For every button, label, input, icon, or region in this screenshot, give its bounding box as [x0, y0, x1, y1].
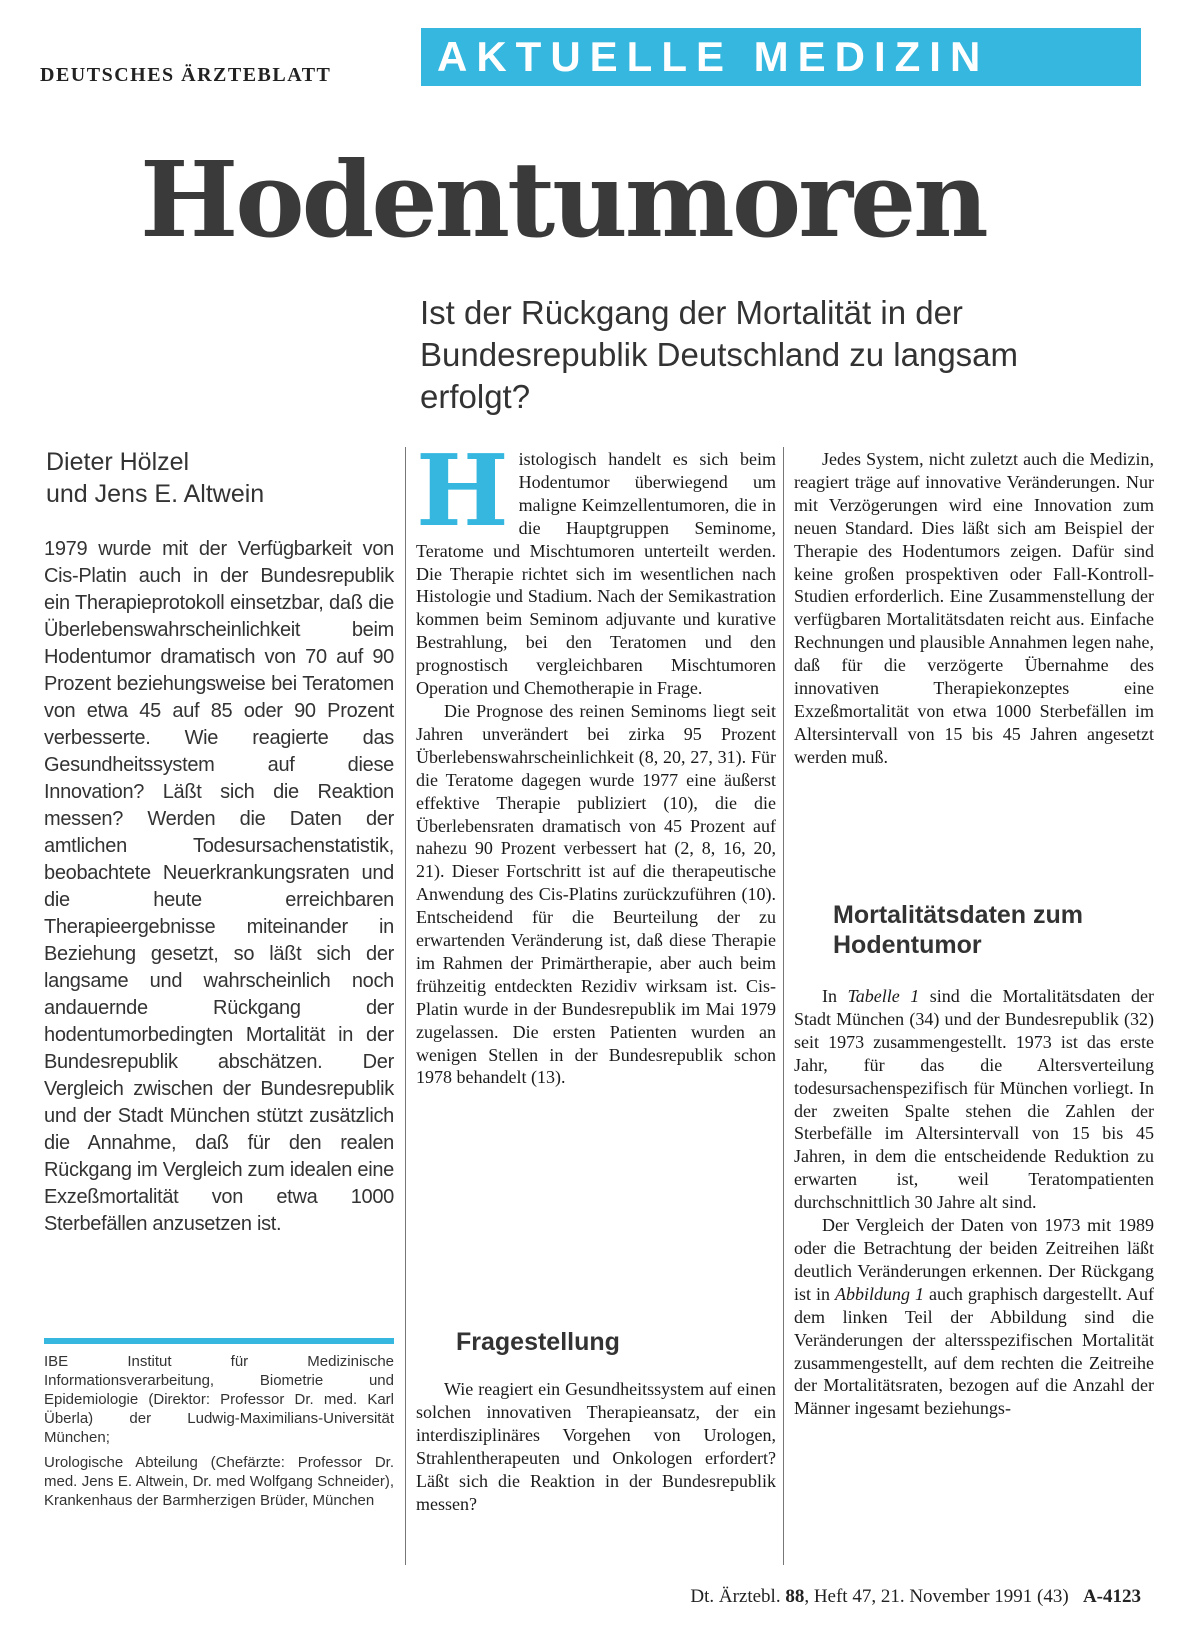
body-paragraph: Die Prognose des reinen Seminoms liegt seit Jahren unverändert bei zirka 95 Prozent Überlebenswahrscheinlichkeit (8, 20, 27, 31). Für die Teratome dagegen wurde 1977 eine äußerst effektive Therapie publiziert (10), die die Überlebensraten dramatisch von 45 Prozent auf nahezu 90 Prozent verbessert hat (2, 8, 16, 20, 21). Dieser Fortschritt ist auf die therapeutische Anwendung des Cis-Platins zurückzuführen (10). Entscheidend für die Beurteilung der zu erwartenden Veränderung ist, daß diese Therapie im Rahmen der Primärtherapie, aber auch beim frühzeitig entdeckten Rezidiv wirksam ist. Cis-Platin wurde in der Bundesrepublik im Mai 1979 zugelassen. Die ersten Patienten wurden an wenigen Stellen in der Bundesrepublik schon 1978 behandelt (13).: [416, 700, 776, 1088]
journal-name: DEUTSCHES ÄRZTEBLATT: [40, 64, 332, 86]
footer-page-number: A-4123: [1082, 1586, 1141, 1607]
authors: [46, 446, 396, 510]
section-heading-fragestellung: Fragestellung: [456, 1328, 620, 1356]
author-line-1: Dieter Hölzel: [46, 448, 190, 476]
body-column-2: [416, 434, 776, 1089]
paragraph-text: Der Vergleich der Daten von 1973 mit 1989 oder die Betrachtung der beiden Zeitreihen läßt deutlich Veränderungen erkennen. Der Rückgang ist in: [794, 1215, 1154, 1304]
body-paragraph: [794, 985, 1154, 1214]
affiliation-divider: [44, 1338, 394, 1344]
body-paragraph: Jedes System, nicht zuletzt auch die Medizin, reagiert träge auf innovative Veränderungen. Nur mit Verzögerungen wird eine Innovation zum neuen Standard. Dies läßt sich am Beispiel der Therapie des Hodentumors zeigen. Dafür sind keine großen prospektiven oder Fall-Kontroll-Studien erforderlich. Eine Zusammenstellung der verfügbaren Mortalitätsdaten reicht aus. Einfache Rechnungen und plausible Annahmen legen nahe, daß für die verzögerte Übernahme des innovativen Therapiekonzeptes eine Exzeßmortalität von etwa 1000 Sterbefällen im Altersintervall von 15 bis 45 Jahren angesetzt werden muß.: [794, 449, 1154, 767]
figure-reference: Abbildung 1: [834, 1283, 924, 1304]
drop-cap: H: [416, 434, 509, 549]
footer-volume: 88: [785, 1586, 805, 1607]
footer-issue: , Heft 47, 21. November 1991 (43): [804, 1586, 1069, 1607]
body-column-3-lower: [794, 985, 1154, 1420]
paragraph-text: auch graphisch dargestellt. Auf dem linken Teil der Abbildung sind die Veränderungen der altersspezifischen Mortalität zusammengestellt, auf dem rechten die Zeitreihe der Mortalitätsraten, bezogen auf die Anzahl der Männer ingesamt beziehungs-: [794, 1283, 1154, 1419]
affiliation-urology: Urologische Abteilung (Chefärzte: Professor Dr. med. Jens E. Altwein, Dr. med Wolfgang Schneider), Krankenhaus der Barmherzigen Brüder, München: [44, 1454, 394, 1509]
paragraph-text: istologisch handelt es sich beim Hodentumor überwiegend um maligne Keimzellentumoren, die in die Hauptgruppen Seminome, Teratome und Mischtumoren unterteilt werden. Die Therapie richtet sich im wesentlichen nach Histologie und Stadium. Nach der Semikastration kommen beim Seminom adjuvante und kurative Bestrahlung, bei den Teratomen und den prognostisch vergleichbaren Mischtumoren Operation und Chemotherapie in Frage.: [416, 449, 776, 699]
section-banner: AKTUELLE MEDIZIN: [421, 28, 1141, 86]
column-divider: [405, 447, 406, 1565]
article-subtitle: Ist der Rückgang der Mortalität in der Bundesrepublik Deutschland zu langsam erfolgt?: [420, 294, 1019, 415]
author-line-2: und Jens E. Altwein: [46, 480, 265, 508]
article-title: Hodentumoren: [140, 138, 986, 261]
table-reference: Tabelle 1: [847, 986, 920, 1006]
body-column-3: [794, 448, 1154, 769]
affiliation-ibe: IBE Institut für Medizinische Informationsverarbeitung, Biometrie und Epidemiologie (Direktor: Professor Dr. med. Karl Überla) der Ludwig-Maximilians-Universität München;: [44, 1353, 394, 1446]
body-column-2-lower: [416, 1378, 776, 1515]
abstract: 1979 wurde mit der Verfügbarkeit von Cis-Platin auch in der Bundesrepublik ein Therapieprotokoll einsetzbar, daß die Überlebenswahrscheinlichkeit beim Hodentumor dramatisch von 70 auf 90 Prozent beziehungsweise bei Teratomen von etwa 45 auf 85 oder 90 Prozent verbesserte. Wie reagierte das Gesundheitssystem auf diese Innovation? Läßt sich die Reaktion messen? Werden die Daten der amtlichen Todesursachenstatistik, beobachtete Neuerkrankungsraten und die heute erreichbaren Therapieergebnisse miteinander in Beziehung gesetzt, so läßt sich der langsame und wahrscheinlich noch andauernde Rückgang der hodentumorbedingten Mortalität in der Bundesrepublik abschätzen. Der Vergleich zwischen der Bundesrepublik und der Stadt München stützt zusätzlich die Annahme, daß für den realen Rückgang im Vergleich zum idealen eine Exzeßmortalität von etwa 1000 Sterbefällen anzusetzen ist.: [44, 538, 394, 1235]
body-paragraph: [794, 1214, 1154, 1420]
paragraph-text: sind die Mortalitätsdaten der Stadt München (34) und der Bundesrepublik (32) seit 1973 zusammengestellt. 1973 ist das erste Jahr, für das die Altersverteilung todesursachenspezifisch für München vorliegt. In der zweiten Spalte stehen die Zahlen der Sterbefälle im Altersintervall von 15 bis 45 Jahren, in dem die entscheidende Reduktion zu erwarten ist, weil Teratompatienten durchschnittlich 30 Jahre alt sind.: [794, 986, 1154, 1213]
section-heading-mortalitaetsdaten: Mortalitätsdaten zum Hodentumor: [833, 901, 1084, 959]
footer-journal: Dt. Ärztebl.: [690, 1586, 781, 1607]
body-paragraph: [416, 434, 776, 700]
page-footer: [690, 1586, 1141, 1608]
body-paragraph: Wie reagiert ein Gesundheitssystem auf einen solchen innovativen Therapieansatz, der ein interdisziplinäres Vorgehen von Urologen, Strahlentherapeuten und Onkologen erfordert? Läßt sich die Reaktion in der Bundesrepublik messen?: [416, 1379, 776, 1514]
column-divider: [783, 447, 784, 1565]
paragraph-text: In: [822, 986, 848, 1006]
